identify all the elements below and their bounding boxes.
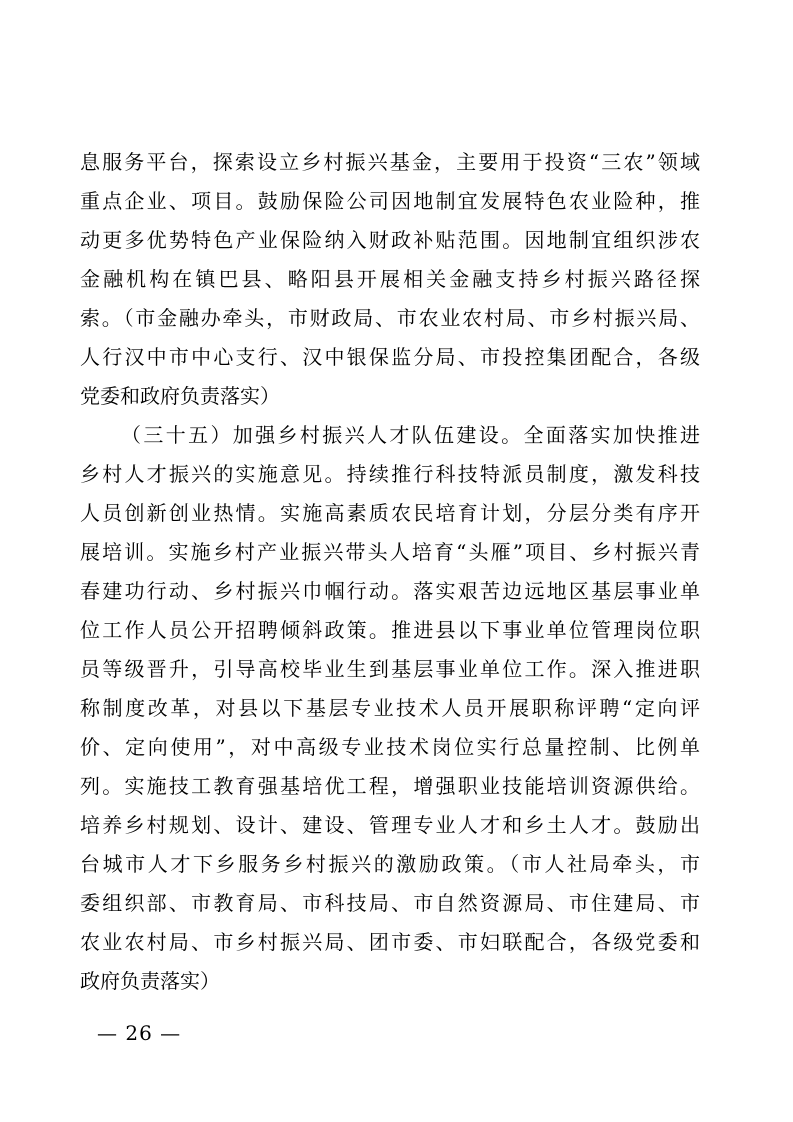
paragraph-line: 称制度改革，对县以下基层专业技术人员开展职称评聘“定向评 [80, 696, 700, 720]
paragraph-line: 动更多优势特色产业保险纳入财政补贴范围。因地制宜组织涉农 [80, 228, 700, 252]
paragraph-line: 春建功行动、乡村振兴巾帼行动。落实艰苦边远地区基层事业单 [80, 579, 700, 603]
paragraph-line: 价、定向使用”，对中高级专业技术岗位实行总量控制、比例单 [80, 735, 700, 759]
section-heading-line: （三十五）加强乡村振兴人才队伍建设。全面落实加快推进 [121, 423, 700, 447]
paragraph-line: 培养乡村规划、设计、建设、管理专业人才和乡土人才。鼓励出 [80, 813, 700, 837]
paragraph-line: 委组织部、市教育局、市科技局、市自然资源局、市住建局、市 [80, 891, 700, 915]
paragraph-line: 台城市人才下乡服务乡村振兴的激励政策。（市人社局牵头，市 [80, 852, 700, 876]
paragraph-line: 位工作人员公开招聘倾斜政策。推进县以下事业单位管理岗位职 [80, 618, 700, 642]
paragraph-line: 党委和政府负责落实） [80, 384, 280, 408]
paragraph-line: 展培训。实施乡村产业振兴带头人培育“头雁”项目、乡村振兴青 [80, 540, 700, 564]
paragraph-line: 列。实施技工教育强基培优工程，增强职业技能培训资源供给。 [80, 774, 700, 798]
paragraph-line: 员等级晋升，引导高校毕业生到基层事业单位工作。深入推进职 [80, 657, 700, 681]
paragraph-line: 金融机构在镇巴县、略阳县开展相关金融支持乡村振兴路径探 [80, 267, 700, 291]
paragraph-line: 息服务平台，探索设立乡村振兴基金，主要用于投资“三农”领域 [80, 150, 700, 174]
paragraph-line: 政府负责落实） [80, 969, 220, 993]
paragraph-line: 重点企业、项目。鼓励保险公司因地制宜发展特色农业险种，推 [80, 189, 700, 213]
paragraph-line: 索。（市金融办牵头，市财政局、市农业农村局、市乡村振兴局、 [80, 306, 700, 330]
paragraph-line: 乡村人才振兴的实施意见。持续推行科技特派员制度，激发科技 [80, 462, 700, 486]
paragraph-line: 农业农村局、市乡村振兴局、团市委、市妇联配合，各级党委和 [80, 930, 700, 954]
page-number: — 26 — [97, 1021, 182, 1045]
paragraph-line: 人行汉中市中心支行、汉中银保监分局、市投控集团配合，各级 [80, 345, 700, 369]
paragraph-line: 人员创新创业热情。实施高素质农民培育计划，分层分类有序开 [80, 501, 700, 525]
